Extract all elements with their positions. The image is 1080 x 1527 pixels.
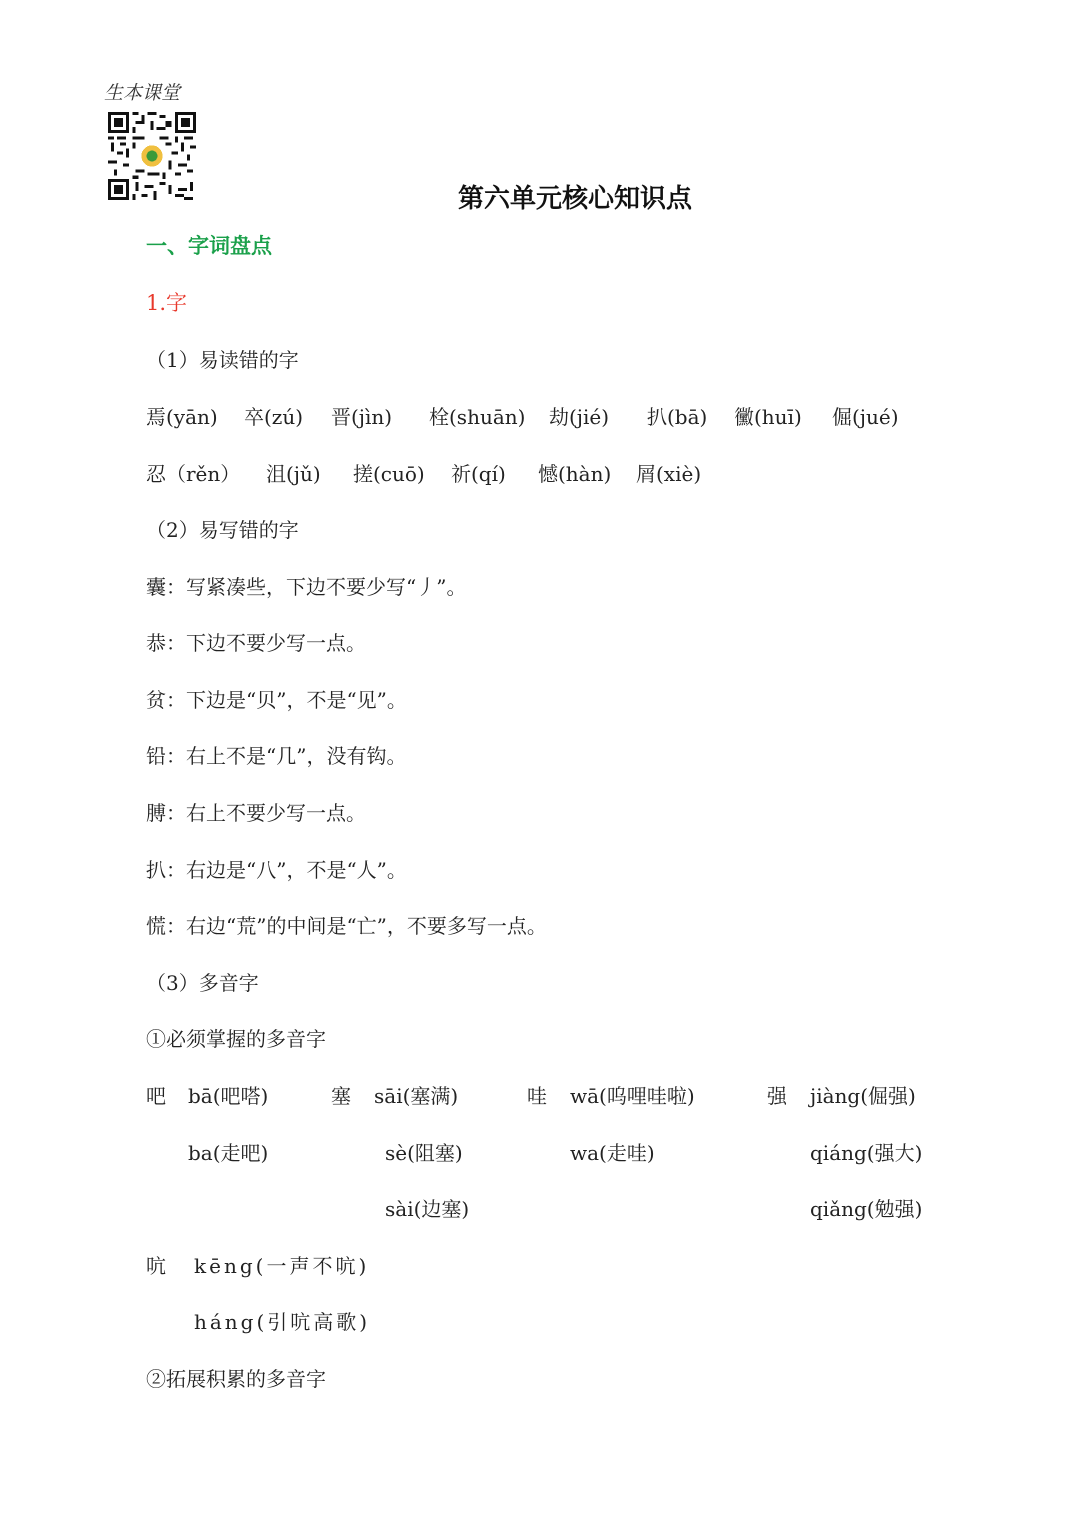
brand-label: 生本课堂 <box>104 82 181 104</box>
polyphone-reading: sài(边塞) <box>385 1197 470 1221</box>
easy-read-heading: （1）易读错的字 <box>146 348 299 372</box>
pinyin-entry: 沮(jǔ) <box>266 462 321 486</box>
pinyin-entry: 焉(yān) <box>146 405 218 429</box>
pinyin-entry: 屑(xiè) <box>636 462 702 486</box>
easy-write-item: 恭：下边不要少写一点。 <box>146 631 366 655</box>
polyphone-char: 塞 <box>331 1084 351 1108</box>
subsection-heading: 1.字 <box>146 291 188 315</box>
polyphone-extend-heading: ②拓展积累的多音字 <box>146 1367 326 1391</box>
polyphone-reading: jiàng(倔强) <box>810 1084 916 1108</box>
polyphone-reading: kēng(一声不吭) <box>194 1254 370 1278</box>
polyphone-char: 吧 <box>146 1084 166 1108</box>
polyphone-char: 哇 <box>527 1084 547 1108</box>
pinyin-entry: 黴(huī) <box>734 405 802 429</box>
page-title: 第六单元核心知识点 <box>458 184 693 214</box>
pinyin-entry: 扒(bā) <box>647 405 708 429</box>
polyphone-char: 强 <box>767 1084 787 1108</box>
pinyin-entry: 祈(qí) <box>451 462 506 486</box>
pinyin-entry: 卒(zú) <box>244 405 304 429</box>
polyphone-heading: （3）多音字 <box>146 971 259 995</box>
easy-write-item: 慌：右边“荒”的中间是“亡”，不要多写一点。 <box>146 914 547 938</box>
polyphone-reading: sāi(塞满) <box>374 1084 459 1108</box>
easy-write-item: 贫：下边是“贝”，不是“见”。 <box>146 688 407 712</box>
polyphone-char: 吭 <box>146 1254 166 1278</box>
polyphone-reading: háng(引吭高歌) <box>194 1310 371 1334</box>
polyphone-reading: sè(阻塞) <box>385 1141 463 1165</box>
polyphone-reading: wā(呜哩哇啦) <box>570 1084 695 1108</box>
polyphone-reading: wa(走哇) <box>570 1141 655 1165</box>
easy-write-item: 扒：右边是“八”，不是“人”。 <box>146 858 407 882</box>
pinyin-entry: 倔(jué) <box>832 405 899 429</box>
pinyin-entry: 搓(cuō) <box>353 462 425 486</box>
polyphone-reading: qiáng(强大) <box>810 1141 923 1165</box>
easy-write-item: 膊：右上不要少写一点。 <box>146 801 366 825</box>
easy-write-heading: （2）易写错的字 <box>146 518 299 542</box>
easy-write-item: 铅：右上不是“几”，没有钩。 <box>146 744 407 768</box>
pinyin-entry: 憾(hàn) <box>538 462 612 486</box>
pinyin-entry: 晋(jìn) <box>331 405 393 429</box>
pinyin-entry: 栓(shuān) <box>429 405 526 429</box>
qr-code-icon <box>108 112 196 200</box>
pinyin-entry: 忍（rěn） <box>146 462 241 486</box>
section-heading: 一、字词盘点 <box>146 234 272 258</box>
easy-write-item: 囊：写紧凑些，下边不要少写“丿”。 <box>146 575 467 599</box>
pinyin-entry: 劫(jié) <box>549 405 610 429</box>
polyphone-reading: qiǎng(勉强) <box>810 1197 923 1221</box>
polyphone-reading: bā(吧嗒) <box>188 1084 269 1108</box>
polyphone-reading: ba(走吧) <box>188 1141 269 1165</box>
polyphone-must-heading: ①必须掌握的多音字 <box>146 1027 326 1051</box>
